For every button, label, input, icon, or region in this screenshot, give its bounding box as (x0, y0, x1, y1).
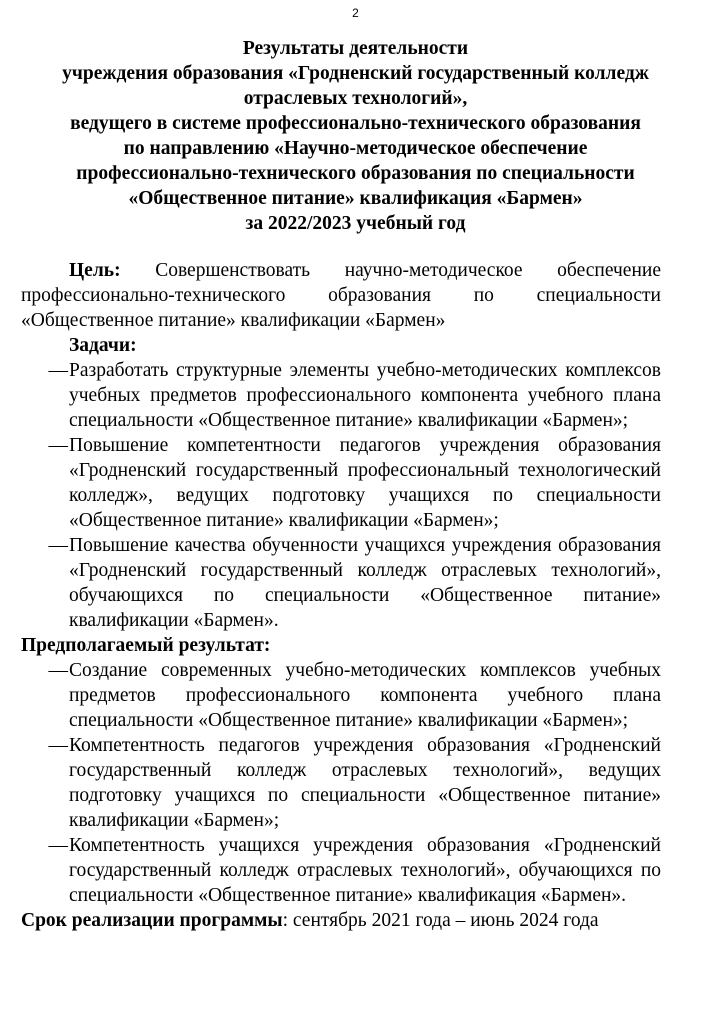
task-item (21, 433, 661, 533)
title-line: учреждения образования «Гродненский государственный колледж (62, 63, 649, 84)
task-text: Разработать структурные элементы учебно-методических комплексов учебных предметов профессионального компонента учебного плана специальности «Общественное питание» квалификации «Бармен»; (69, 360, 661, 431)
period-label: Срок реализации программы (21, 910, 283, 931)
period-text: : сентябрь 2021 года – июнь 2024 года (282, 910, 599, 931)
goal-paragraph (21, 258, 661, 333)
dash-marker: — (48, 435, 68, 456)
results-heading: Предполагаемый результат: (21, 635, 271, 656)
dash-marker: — (48, 535, 68, 556)
dash-marker: — (48, 735, 68, 756)
task-text: Повышение компетентности педагогов учреждения образования «Гродненский государственный профессиональный технологический колледж», ведущих подготовку учащихся по специальности «Общественное питание» квалификации «Бармен»; (69, 435, 661, 531)
document-body (21, 258, 661, 933)
document-title (20, 36, 691, 236)
title-line: отраслевых технологий», (243, 88, 468, 109)
task-item (21, 358, 661, 433)
goal-text: Совершенствовать научно-методическое обеспечение профессионально-технического образования по специальности «Общественное питание» квалификации «Бармен» (21, 260, 661, 331)
result-text: Создание современных учебно-методических комплексов учебных предметов профессионального компонента учебного плана специальности «Общественное питание» квалификации «Бармен»; (69, 660, 661, 731)
result-text: Компетентность педагогов учреждения образования «Гродненский государственный колледж отраслевых технологий», ведущих подготовку учащихся по специальности «Общественное питание» квалификации «Бармен»; (69, 735, 661, 831)
task-text: Повышение качества обученности учащихся учреждения образования «Гродненский государственный колледж отраслевых технологий», обучающихся по специальности «Общественное питание» квалификации «Бармен». (69, 535, 661, 631)
period-line (21, 908, 661, 933)
goal-label: Цель: (69, 260, 121, 281)
task-item (21, 533, 661, 633)
title-line: по направлению «Научно-методическое обеспечение (123, 138, 588, 159)
tasks-heading: Задачи: (69, 335, 137, 356)
dash-marker: — (48, 660, 68, 681)
dash-marker: — (48, 835, 68, 856)
title-line: ведущего в системе профессионально-технического образования (70, 113, 641, 134)
page-number: 2 (352, 6, 359, 20)
result-item (21, 733, 661, 833)
result-text: Компетентность учащихся учреждения образования «Гродненский государственный колледж отраслевых технологий», обучающихся по специальности «Общественное питание» квалификация «Бармен». (69, 835, 661, 906)
title-line: профессионально-технического образования по специальности (76, 163, 635, 184)
title-line: «Общественное питание» квалификация «Бармен» (128, 188, 583, 209)
result-item (21, 833, 661, 908)
dash-marker: — (48, 360, 68, 381)
result-item (21, 658, 661, 733)
title-line: Результаты деятельности (242, 38, 469, 59)
title-line: за 2022/2023 учебный год (245, 213, 466, 234)
